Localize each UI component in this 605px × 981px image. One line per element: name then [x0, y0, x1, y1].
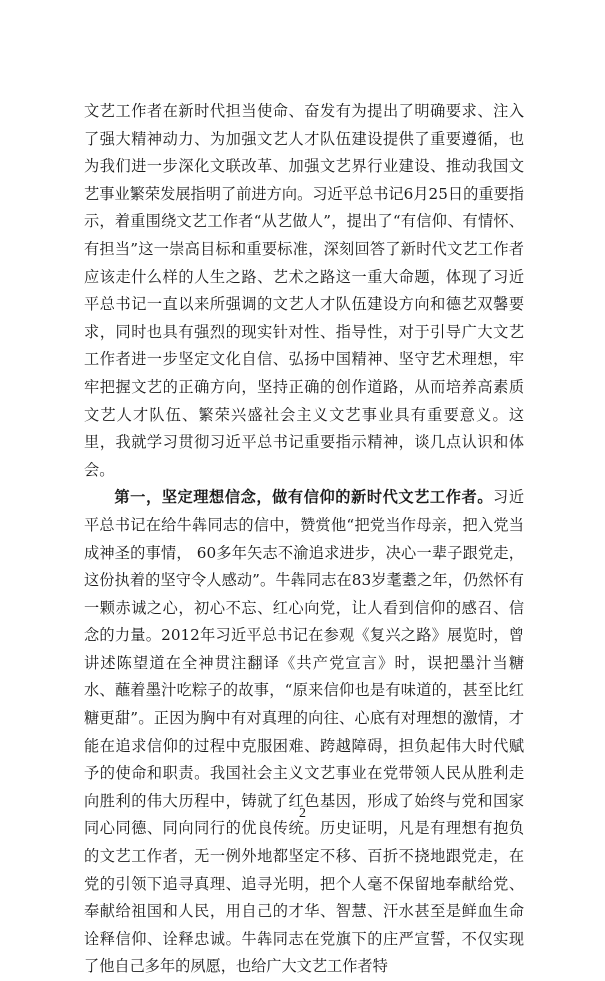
body-text: [84, 98, 524, 981]
paragraph-2-body: 习近平总书记在给牛犇同志的信中，赞赏他“把党当作母亲，把入党当成神圣的事情， 60多年矢志不渝追求进步，决心一辈子跟党走，这份执着的坚守令人感动”。牛犇同志在83岁耄耋之年，仍然怀有一颗赤诚之心，初心不忘、红心向党，让人看到信仰的感召、信念的力量。2012年习近平总书记在参观《复兴之路》展览时，曾讲述陈望道在全神贯注翻译《共产党宣言》时，误把墨汁当糖水、蘸着墨汁吃粽子的故事，“原来信仰也是有味道的，甚至比红糖更甜”。正因为胸中有对真理的向往、心底有对理想的激情，才能在追求信仰的过程中克服困难、跨越障碍，担负起伟大时代赋予的使命和职责。我国社会主义文艺事业在党带领人民从胜利走向胜利的伟大历程中，铸就了红色基因，形成了始终与党和国家同心同德、同向同行的优良传统。历史证明，凡是有理想有抱负的文艺工作者，无一例外地都坚定不移、百折不挠地跟党走，在党的引领下追寻真理、追寻光明，把个人毫不保留地奉献给党、奉献给祖国和人民，用自己的才华、智慧、汗水甚至是鲜血生命诠释信仰、诠释忠诚。牛犇同志在党旗下的庄严宣誓，不仅实现了他自己多年的夙愿，也给广大文艺工作者特: [84, 488, 525, 976]
paragraph-1: 文艺工作者在新时代担当使命、奋发有为提出了明确要求、注入了强大精神动力、为加强文艺人才队伍建设提供了重要遵循，也为我们进一步深化文联改革、加强文艺界行业建设、推动我国文艺事业繁荣发展指明了前进方向。习近平总书记6月25日的重要指示，着重围绕文艺工作者“从艺做人”，提出了“有信仰、有情怀、有担当”这一崇高目标和重要标准，深刻回答了新时代文艺工作者应该走什么样的人生之路、艺术之路这一重大命题，体现了习近平总书记一直以来所强调的文艺人才队伍建设方向和德艺双馨要求，同时也具有强烈的现实针对性、指导性，对于引导广大文艺工作者进一步坚定文化自信、弘扬中国精神、坚守艺术理想，牢牢把握文艺的正确方向，坚持正确的创作道路，从而培养高素质文艺人才队伍、繁荣兴盛社会主义文艺事业具有重要意义。这里，我就学习贯彻习近平总书记重要指示精神，谈几点认识和体会。: [84, 102, 524, 479]
paragraph-2: [84, 484, 524, 981]
page-number: 2: [299, 806, 306, 821]
paragraph-2-lead: 第一，坚定理想信念，做有信仰的新时代文艺工作者。: [114, 488, 494, 507]
